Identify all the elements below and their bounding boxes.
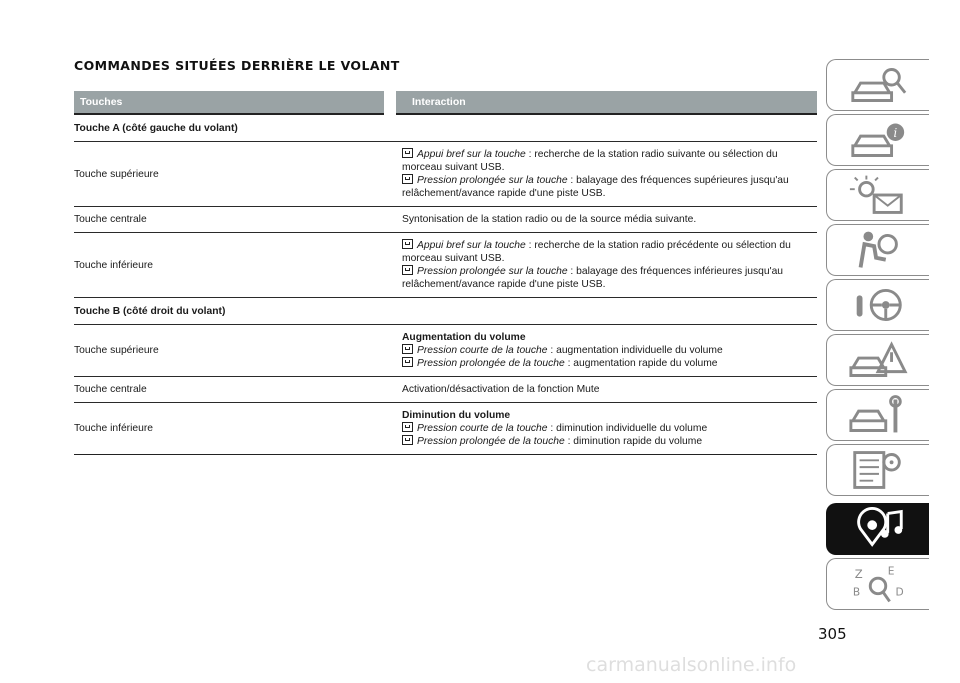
interaction-cell [390, 403, 817, 455]
table-row [74, 142, 817, 207]
warning-light-message-icon [847, 173, 909, 217]
spec-sheet-gear-icon [847, 448, 909, 492]
action-description: : balayage des fréquences supérieures jusqu'au relâchement/avance rapide d'une piste USB. [402, 175, 789, 199]
touche-name: Touche centrale [74, 377, 390, 403]
controls-table [74, 91, 817, 455]
chapter-tab-1[interactable] [826, 59, 929, 111]
svg-text:E: E [887, 564, 895, 578]
chapter-tab-7[interactable] [826, 389, 929, 441]
chapter-tab-4[interactable] [826, 224, 929, 276]
action-label: Pression prolongée sur la touche [417, 266, 568, 277]
column-header-interaction: Interaction [390, 91, 817, 114]
button-symbol-icon [402, 422, 413, 432]
chapter-tab-9[interactable] [826, 503, 929, 555]
interaction-item [402, 344, 813, 357]
button-symbol-icon [402, 435, 413, 445]
action-description: : balayage des fréquences inférieures jusqu'au relâchement/avance rapide d'une piste USB. [402, 266, 784, 290]
column-header-touches: Touches [74, 91, 390, 114]
table-row [74, 207, 817, 233]
chapter-tab-8[interactable] [826, 444, 929, 496]
footer-watermark: carmanualsonline.info [586, 654, 797, 676]
svg-text:Z: Z [854, 567, 863, 582]
chapter-tab-3[interactable] [826, 169, 929, 221]
interaction-item [402, 422, 813, 435]
svg-text:D: D [895, 585, 904, 599]
page-title: COMMANDES SITUÉES DERRIÈRE LE VOLANT [74, 58, 400, 73]
svg-text:B: B [852, 585, 861, 599]
action-description: : augmentation individuelle du volume [547, 345, 723, 356]
action-description: : recherche de la station radio suivante ou sélection du morceau suivant USB. [402, 149, 778, 173]
action-label: Pression courte de la touche [417, 423, 548, 434]
car-search-icon [847, 63, 909, 107]
page-number: 305 [818, 625, 847, 643]
chapter-tab-2[interactable] [826, 114, 929, 166]
chapter-tab-5[interactable] [826, 279, 929, 331]
touche-name: Touche supérieure [74, 142, 390, 207]
alphabet-index-search-icon [847, 562, 909, 606]
interaction-text: Syntonisation de la station radio ou de la source média suivante. [402, 214, 697, 225]
svg-text:i: i [893, 126, 898, 141]
button-symbol-icon [402, 344, 413, 354]
button-symbol-icon [402, 265, 413, 275]
car-wrench-icon [847, 393, 909, 437]
car-crash-warning-icon [847, 338, 909, 382]
table-row [74, 403, 817, 455]
touche-name: Touche inférieure [74, 233, 390, 298]
interaction-item [402, 148, 813, 174]
interaction-cell [390, 233, 817, 298]
interaction-cell [390, 142, 817, 207]
table-row [74, 233, 817, 298]
car-info-icon [847, 118, 909, 162]
action-label: Pression prolongée de la touche [417, 358, 565, 369]
button-symbol-icon [402, 174, 413, 184]
touche-name: Touche supérieure [74, 325, 390, 377]
action-label: Pression prolongée sur la touche [417, 175, 568, 186]
interaction-cell [390, 325, 817, 377]
airbag-seatbelt-icon [847, 228, 909, 272]
action-description: : diminution individuelle du volume [547, 423, 708, 434]
table-row [74, 325, 817, 377]
steering-wheel-key-icon [847, 283, 909, 327]
button-symbol-icon [402, 239, 413, 249]
section-heading: Touche A (côté gauche du volant) [74, 114, 817, 142]
interaction-cell [390, 377, 817, 403]
interaction-text: Activation/désactivation de la fonction Mute [402, 384, 600, 395]
action-description: : diminution rapide du volume [564, 436, 703, 447]
section-heading: Touche B (côté droit du volant) [74, 298, 817, 325]
action-description: : augmentation rapide du volume [564, 358, 718, 369]
action-description: : recherche de la station radio précédente ou sélection du morceau suivant USB. [402, 240, 791, 264]
button-symbol-icon [402, 148, 413, 158]
interaction-cell [390, 207, 817, 233]
chapter-tab-6[interactable] [826, 334, 929, 386]
button-symbol-icon [402, 357, 413, 367]
action-label: Pression courte de la touche [417, 345, 548, 356]
interaction-item [402, 265, 813, 291]
action-label: Pression prolongée de la touche [417, 436, 565, 447]
interaction-heading: Diminution du volume [402, 410, 511, 421]
action-label: Appui bref sur la touche [417, 149, 526, 160]
interaction-item [402, 435, 813, 448]
multimedia-music-icon [847, 507, 909, 551]
interaction-item [402, 357, 813, 370]
touche-name: Touche centrale [74, 207, 390, 233]
action-label: Appui bref sur la touche [417, 240, 526, 251]
interaction-item [402, 239, 813, 265]
interaction-item [402, 174, 813, 200]
touche-name: Touche inférieure [74, 403, 390, 455]
interaction-heading: Augmentation du volume [402, 332, 526, 343]
table-row [74, 377, 817, 403]
chapter-tab-10[interactable] [826, 558, 929, 610]
